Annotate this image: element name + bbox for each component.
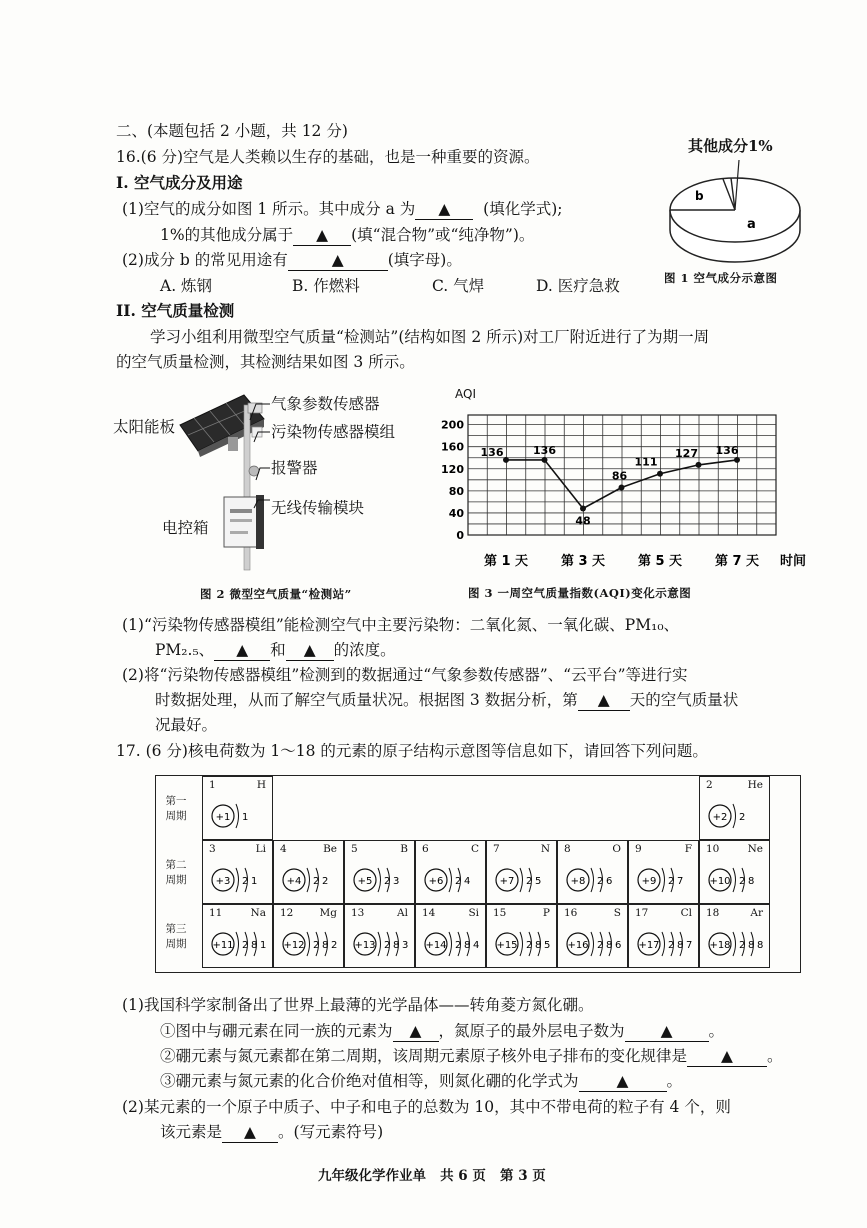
aqi-point [580, 506, 586, 512]
electron-count: 8 [535, 940, 542, 951]
atom-structure-diagram [349, 922, 416, 966]
electron-shell-arc [662, 868, 665, 892]
q16-p4-line3: 况最好。 [155, 716, 218, 734]
aqi-point [734, 457, 740, 463]
electron-count: 1 [242, 812, 249, 823]
electron-count: 8 [251, 940, 258, 951]
aqi-data-label: 48 [575, 514, 591, 528]
atom-structure-diagram [420, 858, 487, 902]
element-symbol: Cl [680, 907, 692, 919]
q16-stem: 16.(6 分)空气是人类赖以生存的基础，也是一种重要的资源。 [116, 148, 540, 166]
electron-count: 2 [322, 876, 329, 887]
q16-option-b: B. 作燃料 [292, 277, 360, 295]
element-symbol: P [542, 907, 550, 919]
element-number: 13 [351, 907, 365, 919]
electron-count: 2 [455, 940, 462, 951]
electron-count: 4 [473, 940, 480, 951]
nucleus-charge: +8 [570, 876, 586, 887]
electron-count: 2 [668, 940, 675, 951]
aqi-point [619, 485, 625, 491]
electron-count: 6 [606, 876, 613, 887]
aqi-data-label: 136 [480, 445, 504, 459]
answer-blank[interactable]: ▲ [286, 640, 334, 661]
element-symbol: F [684, 843, 692, 855]
aqi-data-label: 86 [611, 469, 628, 483]
electron-count: 3 [393, 876, 400, 887]
answer-blank[interactable]: ▲ [687, 1046, 767, 1067]
atom-structure-diagram [704, 794, 771, 838]
element-cell-li [202, 840, 273, 904]
element-symbol: C [470, 843, 479, 855]
atom-structure-diagram [420, 922, 487, 966]
nucleus-charge: +3 [215, 876, 231, 887]
aqi-data-label: 111 [634, 455, 658, 469]
nucleus-charge: +18 [709, 940, 731, 951]
electron-shell-arc [378, 932, 381, 956]
atom-structure-diagram [562, 922, 629, 966]
element-symbol: Mg [319, 907, 337, 919]
period-label-2: 第二 周期 [165, 859, 187, 886]
q16-p4-line1: (2)将“污染物传感器模组”检测到的数据通过“气象参数传感器”、“云平台”等进行实 [122, 666, 688, 684]
electron-count: 5 [535, 876, 542, 887]
electron-shell-arc [733, 932, 736, 956]
answer-blank[interactable]: ▲ [625, 1021, 709, 1042]
nucleus-charge: +14 [425, 940, 447, 951]
electron-count: 5 [544, 940, 551, 951]
q16-option-a: A. 炼钢 [160, 277, 213, 295]
electron-shell-arc [662, 932, 665, 956]
electron-count: 2 [455, 876, 462, 887]
q17-sub2-line2: 该元素是 ▲ 。(写元素符号) [160, 1123, 384, 1141]
answer-blank[interactable]: ▲ [222, 1122, 278, 1143]
atom-structure-diagram [207, 858, 274, 902]
element-number: 17 [635, 907, 649, 919]
element-cell-b [344, 840, 415, 904]
nucleus-charge: +2 [712, 812, 728, 823]
y-tick-label: 40 [448, 506, 464, 520]
q16-p3-line1: (1)“污染物传感器模组”能检测空气中主要污染物：二氧化氮、一氧化碳、PM₁₀、 [122, 616, 680, 634]
element-number: 15 [493, 907, 507, 919]
nucleus-charge: +13 [354, 940, 376, 951]
electron-count: 8 [748, 876, 755, 887]
element-number: 4 [280, 843, 287, 855]
fig2-caption: 图 2 微型空气质量“检测站” [200, 587, 352, 601]
atom-structure-diagram [207, 794, 274, 838]
nucleus-charge: +7 [499, 876, 515, 887]
y-tick-label: 160 [441, 440, 464, 454]
q16-option-d: D. 医疗急救 [536, 277, 620, 295]
nucleus-charge: +5 [357, 876, 373, 887]
electron-count: 2 [668, 876, 675, 887]
electron-count: 8 [757, 940, 764, 951]
element-cell-n [486, 840, 557, 904]
electron-count: 2 [313, 940, 320, 951]
electron-count: 7 [677, 876, 684, 887]
electron-count: 1 [260, 940, 267, 951]
electron-count: 2 [242, 876, 249, 887]
q16-part1-title: I. 空气成分及用途 [116, 173, 243, 192]
chart-xlabel: 时间 [779, 554, 806, 569]
period-label-3: 第三 周期 [165, 923, 187, 950]
aqi-chart [430, 405, 830, 575]
q16-p4-line2: 时数据处理，从而了解空气质量状况。根据图 3 数据分析，第 ▲ 天的空气质量状 [155, 691, 739, 709]
element-symbol: Si [468, 907, 479, 919]
nucleus-charge: +6 [428, 876, 444, 887]
element-symbol: N [540, 843, 550, 855]
q17-sub1-q2: ②硼元素与氮元素都在第二周期，该周期元素原子核外电子排布的变化规律是 ▲ 。 [160, 1047, 783, 1065]
element-cell-ne [699, 840, 770, 904]
aqi-point [542, 457, 548, 463]
q17-sub1-q3: ③硼元素与氮元素的化合价绝对值相等，则氮化硼的化学式为 ▲ 。 [160, 1072, 683, 1090]
electron-count: 2 [242, 940, 249, 951]
atom-structure-diagram [633, 858, 700, 902]
element-symbol: S [613, 907, 621, 919]
element-number: 8 [564, 843, 571, 855]
fig3-caption: 图 3 一周空气质量指数(AQI)变化示意图 [468, 586, 692, 600]
electron-count: 8 [748, 940, 755, 951]
element-number: 2 [706, 779, 713, 791]
fig1-label-b: b [695, 189, 704, 203]
element-symbol: He [747, 779, 763, 791]
q16-p1-line2: 1%的其他成分属于 ▲ (填“混合物”或“纯净物”)。 [160, 226, 535, 244]
electron-shell-arc [591, 932, 594, 956]
element-number: 11 [209, 907, 223, 919]
nucleus-charge: +11 [212, 940, 234, 951]
q17-stem: 17. (6 分)核电荷数为 1～18 的元素的原子结构示意图等信息如下，请回答下列问题。 [116, 742, 708, 760]
aqi-point [696, 462, 702, 468]
atom-structure-diagram [278, 922, 345, 966]
electron-count: 2 [313, 876, 320, 887]
q16-p1-line1: (1)空气的成分如图 1 所示。其中成分 a 为 ▲ (填化学式); [122, 200, 563, 218]
x-tick-label: 第 3 天 [560, 554, 606, 569]
q16-intro-line2: 的空气质量检测，其检测结果如图 3 所示。 [116, 353, 415, 371]
electron-shell-arc [733, 868, 736, 892]
aqi-series-line [506, 460, 737, 509]
element-cell-h [202, 776, 273, 840]
fig1-pie [665, 155, 805, 265]
y-tick-label: 120 [441, 462, 464, 476]
answer-blank[interactable]: ▲ [579, 1071, 667, 1092]
nucleus-charge: +16 [567, 940, 589, 951]
electron-count: 8 [464, 940, 471, 951]
electron-count: 2 [526, 876, 533, 887]
fig1-title: 其他成分1% [688, 137, 773, 155]
fig2-label-alarm: 报警器 [271, 459, 318, 477]
element-number: 3 [209, 843, 216, 855]
electron-shell-arc [449, 932, 452, 956]
electron-shell-arc [733, 804, 736, 828]
nucleus-charge: +10 [709, 876, 731, 887]
aqi-data-label: 136 [533, 443, 556, 457]
answer-blank[interactable]: ▲ [293, 225, 351, 246]
element-cell-si [415, 904, 486, 968]
electron-count: 2 [384, 876, 391, 887]
answer-blank[interactable]: ▲ [214, 640, 270, 661]
electron-count: 7 [686, 940, 693, 951]
element-number: 5 [351, 843, 358, 855]
element-cell-na [202, 904, 273, 968]
q17-sub1-q1: ①图中与硼元素在同一族的元素为 ▲ ，氮原子的最外层电子数为 ▲ 。 [160, 1022, 725, 1040]
element-cell-ar [699, 904, 770, 968]
y-tick-label: 200 [441, 418, 464, 432]
electron-shell-arc [520, 868, 523, 892]
fig1-label-a: a [747, 217, 756, 232]
element-number: 14 [422, 907, 436, 919]
electron-count: 3 [402, 940, 409, 951]
electron-count: 8 [606, 940, 613, 951]
electron-count: 2 [739, 812, 746, 823]
element-symbol: Na [250, 907, 266, 919]
element-symbol: Ne [747, 843, 763, 855]
element-symbol: Li [255, 843, 266, 855]
element-cell-p [486, 904, 557, 968]
nucleus-charge: +4 [286, 876, 302, 887]
nucleus-charge: +1 [215, 812, 231, 823]
aqi-point [657, 471, 663, 477]
atom-structure-diagram [278, 858, 345, 902]
x-tick-label: 第 7 天 [714, 554, 760, 569]
atom-structure-diagram [562, 858, 629, 902]
element-number: 12 [280, 907, 294, 919]
electron-count: 1 [251, 876, 258, 887]
fig2-label-box: 电控箱 [162, 519, 209, 537]
atom-structure-diagram [349, 858, 416, 902]
chart-ylabel: AQI [455, 387, 476, 401]
element-number: 1 [209, 779, 216, 791]
element-cell-s [557, 904, 628, 968]
element-cell-c [415, 840, 486, 904]
atom-structure-diagram [704, 858, 771, 902]
element-number: 18 [706, 907, 720, 919]
element-number: 6 [422, 843, 429, 855]
y-tick-label: 80 [448, 484, 464, 498]
q16-intro-line1: 学习小组利用微型空气质量“检测站”(结构如图 2 所示)对工厂附近进行了为期一周 [150, 328, 710, 346]
nucleus-charge: +15 [496, 940, 518, 951]
y-tick-label: 0 [456, 529, 464, 542]
electron-count: 2 [739, 940, 746, 951]
answer-blank[interactable]: ▲ [393, 1021, 439, 1042]
element-symbol: B [400, 843, 408, 855]
electron-count: 4 [464, 876, 471, 887]
electron-shell-arc [378, 868, 381, 892]
element-cell-be [273, 840, 344, 904]
element-cell-f [628, 840, 699, 904]
fig1-caption: 图 1 空气成分示意图 [664, 271, 778, 285]
electron-count: 2 [597, 876, 604, 887]
q17-sub1: (1)我国科学家制备出了世界上最薄的光学晶体——转角菱方氮化硼。 [122, 996, 594, 1014]
element-number: 7 [493, 843, 500, 855]
aqi-data-label: 136 [715, 443, 739, 457]
nucleus-charge: +9 [641, 876, 657, 887]
fig2-label-solar: 太阳能板 [113, 418, 176, 436]
atom-structure-diagram [491, 858, 558, 902]
answer-blank[interactable]: ▲ [578, 690, 630, 711]
element-symbol: O [612, 843, 621, 855]
element-cell-cl [628, 904, 699, 968]
nucleus-charge: +12 [283, 940, 305, 951]
period-label-1: 第一 周期 [165, 795, 187, 822]
element-cell-mg [273, 904, 344, 968]
electron-shell-arc [236, 804, 239, 828]
electron-shell-arc [591, 868, 594, 892]
electron-shell-arc [236, 868, 239, 892]
electron-shell-arc [520, 932, 523, 956]
answer-blank[interactable]: ▲ [415, 199, 473, 220]
electron-count: 2 [597, 940, 604, 951]
nucleus-charge: +17 [638, 940, 660, 951]
aqi-data-label: 127 [675, 446, 698, 460]
electron-count: 8 [677, 940, 684, 951]
x-tick-label: 第 1 天 [483, 554, 529, 569]
x-tick-label: 第 5 天 [637, 554, 683, 569]
electron-count: 2 [739, 876, 746, 887]
element-symbol: Ar [750, 907, 763, 919]
atom-structure-diagram [207, 922, 274, 966]
electron-count: 2 [384, 940, 391, 951]
q16-p2-line: (2)成分 b 的常见用途有 ▲ (填字母)。 [122, 251, 462, 269]
element-symbol: H [256, 779, 266, 791]
fig2-label-pollutant: 污染物传感器模组 [271, 423, 396, 441]
periodic-table [155, 775, 801, 973]
element-symbol: Be [323, 843, 337, 855]
element-number: 10 [706, 843, 720, 855]
element-symbol: Al [397, 907, 408, 919]
electron-shell-arc [307, 932, 310, 956]
fig2-label-wireless: 无线传输模块 [271, 499, 365, 517]
aqi-point [503, 457, 509, 463]
q16-p3-line2: PM₂.₅、 ▲ 和 ▲ 的浓度。 [155, 641, 396, 659]
electron-count: 8 [393, 940, 400, 951]
answer-blank[interactable]: ▲ [288, 250, 388, 271]
electron-count: 2 [331, 940, 338, 951]
section-heading: 二、(本题包括 2 小题，共 12 分) [116, 122, 348, 140]
fig2-label-weather: 气象参数传感器 [271, 395, 380, 413]
electron-shell-arc [307, 868, 310, 892]
electron-count: 6 [615, 940, 622, 951]
q17-sub2-line1: (2)某元素的一个原子中质子、中子和电子的总数为 10，其中不带电荷的粒子有 4 个，则 [122, 1098, 731, 1116]
electron-shell-arc [236, 932, 239, 956]
element-number: 16 [564, 907, 578, 919]
atom-structure-diagram [633, 922, 700, 966]
element-cell-o [557, 840, 628, 904]
element-cell-he [699, 776, 770, 840]
element-number: 9 [635, 843, 642, 855]
q16-option-c: C. 气焊 [432, 277, 485, 295]
element-cell-al [344, 904, 415, 968]
electron-count: 2 [526, 940, 533, 951]
electron-count: 8 [322, 940, 329, 951]
q16-part2-title: II. 空气质量检测 [116, 301, 235, 320]
page-footer: 九年级化学作业单 共 6 页 第 3 页 [318, 1168, 546, 1184]
atom-structure-diagram [491, 922, 558, 966]
atom-structure-diagram [704, 922, 771, 966]
electron-shell-arc [449, 868, 452, 892]
